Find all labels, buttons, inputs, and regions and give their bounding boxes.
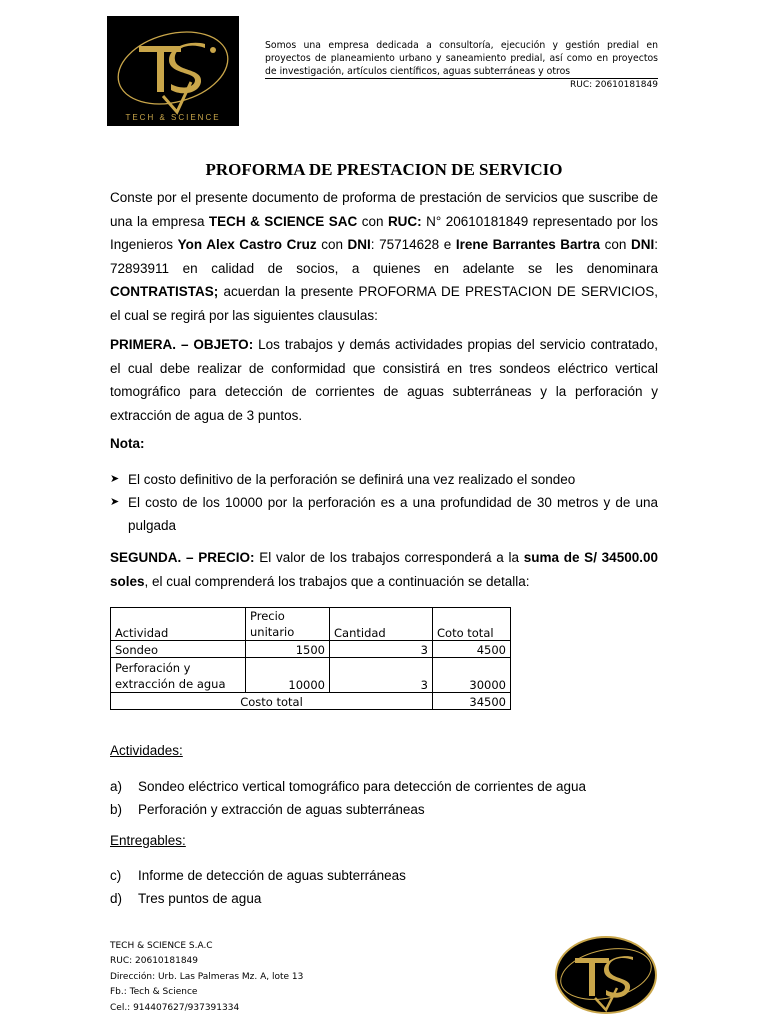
clause-segunda (110, 546, 658, 593)
table-total-label: Costo total (111, 693, 433, 710)
clause-label: SEGUNDA. – PRECIO: (110, 550, 255, 565)
table-total-row (111, 693, 511, 710)
person-name: Yon Alex Castro Cruz (177, 237, 317, 252)
entregables-heading: Entregables: (110, 833, 186, 848)
intro-text: N° 20610181849 representado por los Ingenieros (110, 213, 658, 252)
table-header-row (111, 608, 511, 641)
list-item (110, 798, 658, 821)
person-name: Irene Barrantes Bartra (455, 237, 601, 252)
nota-list (110, 468, 658, 537)
company-description: Somos una empresa dedicada a consultoría, ejecución y gestión predial en proyectos de planeamiento urbano y saneamiento predial, así como en proyectos de investigación, artículos científicos, aguas subterráneas y otros (265, 40, 658, 77)
footer-logo (553, 934, 663, 1021)
table-total-value: 34500 (433, 693, 511, 710)
list-letter: d) (110, 891, 123, 906)
nota-label: Nota: (110, 436, 145, 451)
entregables-list (110, 864, 658, 910)
clause-label: PRIMERA. – OBJETO: (110, 337, 254, 352)
list-item-text: El costo de los 10000 por la perforación es a una profundidad de 30 metros y de una pulgada (128, 495, 658, 533)
table-header: Cantidad (330, 608, 433, 641)
list-item (110, 775, 658, 798)
footer-contact (110, 939, 303, 1016)
list-item-text: Perforación y extracción de aguas subterráneas (138, 802, 425, 817)
actividades-list (110, 775, 658, 821)
intro-text: Conste por el presente documento de proforma de prestación de servicios que suscribe de una la empresa (110, 190, 658, 229)
contratistas-label: CONTRATISTAS; (110, 284, 219, 299)
logo-caption: TECH & SCIENCE (125, 113, 221, 122)
list-item-text: El costo definitivo de la perforación se definirá una vez realizado el sondeo (128, 472, 576, 487)
intro-paragraph (110, 186, 658, 327)
header-ruc: RUC: 20610181849 (569, 80, 658, 90)
footer-phone: Cel.: 914407627/937391334 (110, 1002, 240, 1013)
intro-text: con (600, 237, 631, 252)
table-cell: 3 (330, 658, 433, 693)
table-header: Precio unitario (246, 608, 330, 641)
table-cell: 30000 (433, 658, 511, 693)
ts-monogram-icon (553, 934, 663, 1016)
list-item (110, 864, 658, 887)
list-item-text: Sondeo eléctrico vertical tomográfico para detección de corrientes de agua (138, 779, 587, 794)
list-item (110, 491, 658, 537)
list-item (110, 468, 658, 491)
document-title: PROFORMA DE PRESTACION DE SERVICIO (205, 160, 563, 179)
list-letter: a) (110, 779, 123, 794)
footer-company: TECH & SCIENCE S.A.C (110, 941, 213, 951)
footer-ruc: RUC: 20610181849 (110, 956, 199, 967)
actividades-heading: Actividades: (110, 743, 183, 758)
table-header: Actividad (111, 608, 246, 641)
table-row (111, 641, 511, 658)
company-logo (107, 16, 239, 126)
list-letter: b) (110, 802, 123, 817)
table-header: Coto total (433, 608, 511, 641)
list-item-text: Tres puntos de agua (138, 891, 262, 906)
dni-label: DNI (630, 237, 655, 252)
table-cell: 1500 (246, 641, 330, 658)
footer-facebook: Fb.: Tech & Science (110, 987, 198, 998)
table-cell: 4500 (433, 641, 511, 658)
intro-text: : 72893911 en calidad de socios, a quienes en adelante se les denominara (110, 237, 658, 276)
table-cell: 10000 (246, 658, 330, 693)
price-table (110, 607, 511, 710)
header-divider (265, 78, 658, 79)
list-letter: c) (110, 868, 122, 883)
ts-monogram-icon (107, 16, 239, 126)
arrow-bullet-icon: ➤ (110, 496, 120, 508)
table-cell: 3 (330, 641, 433, 658)
dni-label: DNI (347, 237, 371, 252)
arrow-bullet-icon: ➤ (110, 473, 120, 485)
list-item (110, 887, 658, 910)
clause-text: El valor de los trabajos corresponderá a la (254, 550, 524, 565)
clause-text: , el cual comprenderá los trabajos que a continuación se detalla: (144, 573, 530, 589)
list-item-text: Informe de detección de aguas subterráneas (138, 868, 406, 883)
ruc-label: RUC: (387, 213, 422, 229)
clause-text: Los trabajos y demás actividades propias del servicio contratado, el cual debe realizar de conformidad que consistirá en tres sondeos eléctrico vertical tomográfico para detección de corrientes de aguas subterráneas y la perforación y extracción de agua de 3 puntos. (110, 337, 658, 423)
table-cell: Perforación y extracción de agua (111, 658, 246, 693)
company-name: TECH & SCIENCE SAC (208, 213, 358, 229)
footer-address: Dirección: Urb. Las Palmeras Mz. A, lote 13 (110, 971, 304, 982)
table-row (111, 658, 511, 693)
intro-text: con (316, 237, 348, 252)
intro-text: con (357, 213, 388, 229)
clause-primera (110, 333, 658, 427)
table-cell: Sondeo (111, 641, 246, 658)
intro-text: : 75714628 e (370, 237, 456, 252)
price-amount: suma de S/ 34500.00 soles (110, 550, 658, 589)
intro-text: acuerdan la presente PROFORMA DE PRESTACION DE SERVICIOS, el cual se regirá por las siguientes clausulas: (110, 284, 658, 323)
